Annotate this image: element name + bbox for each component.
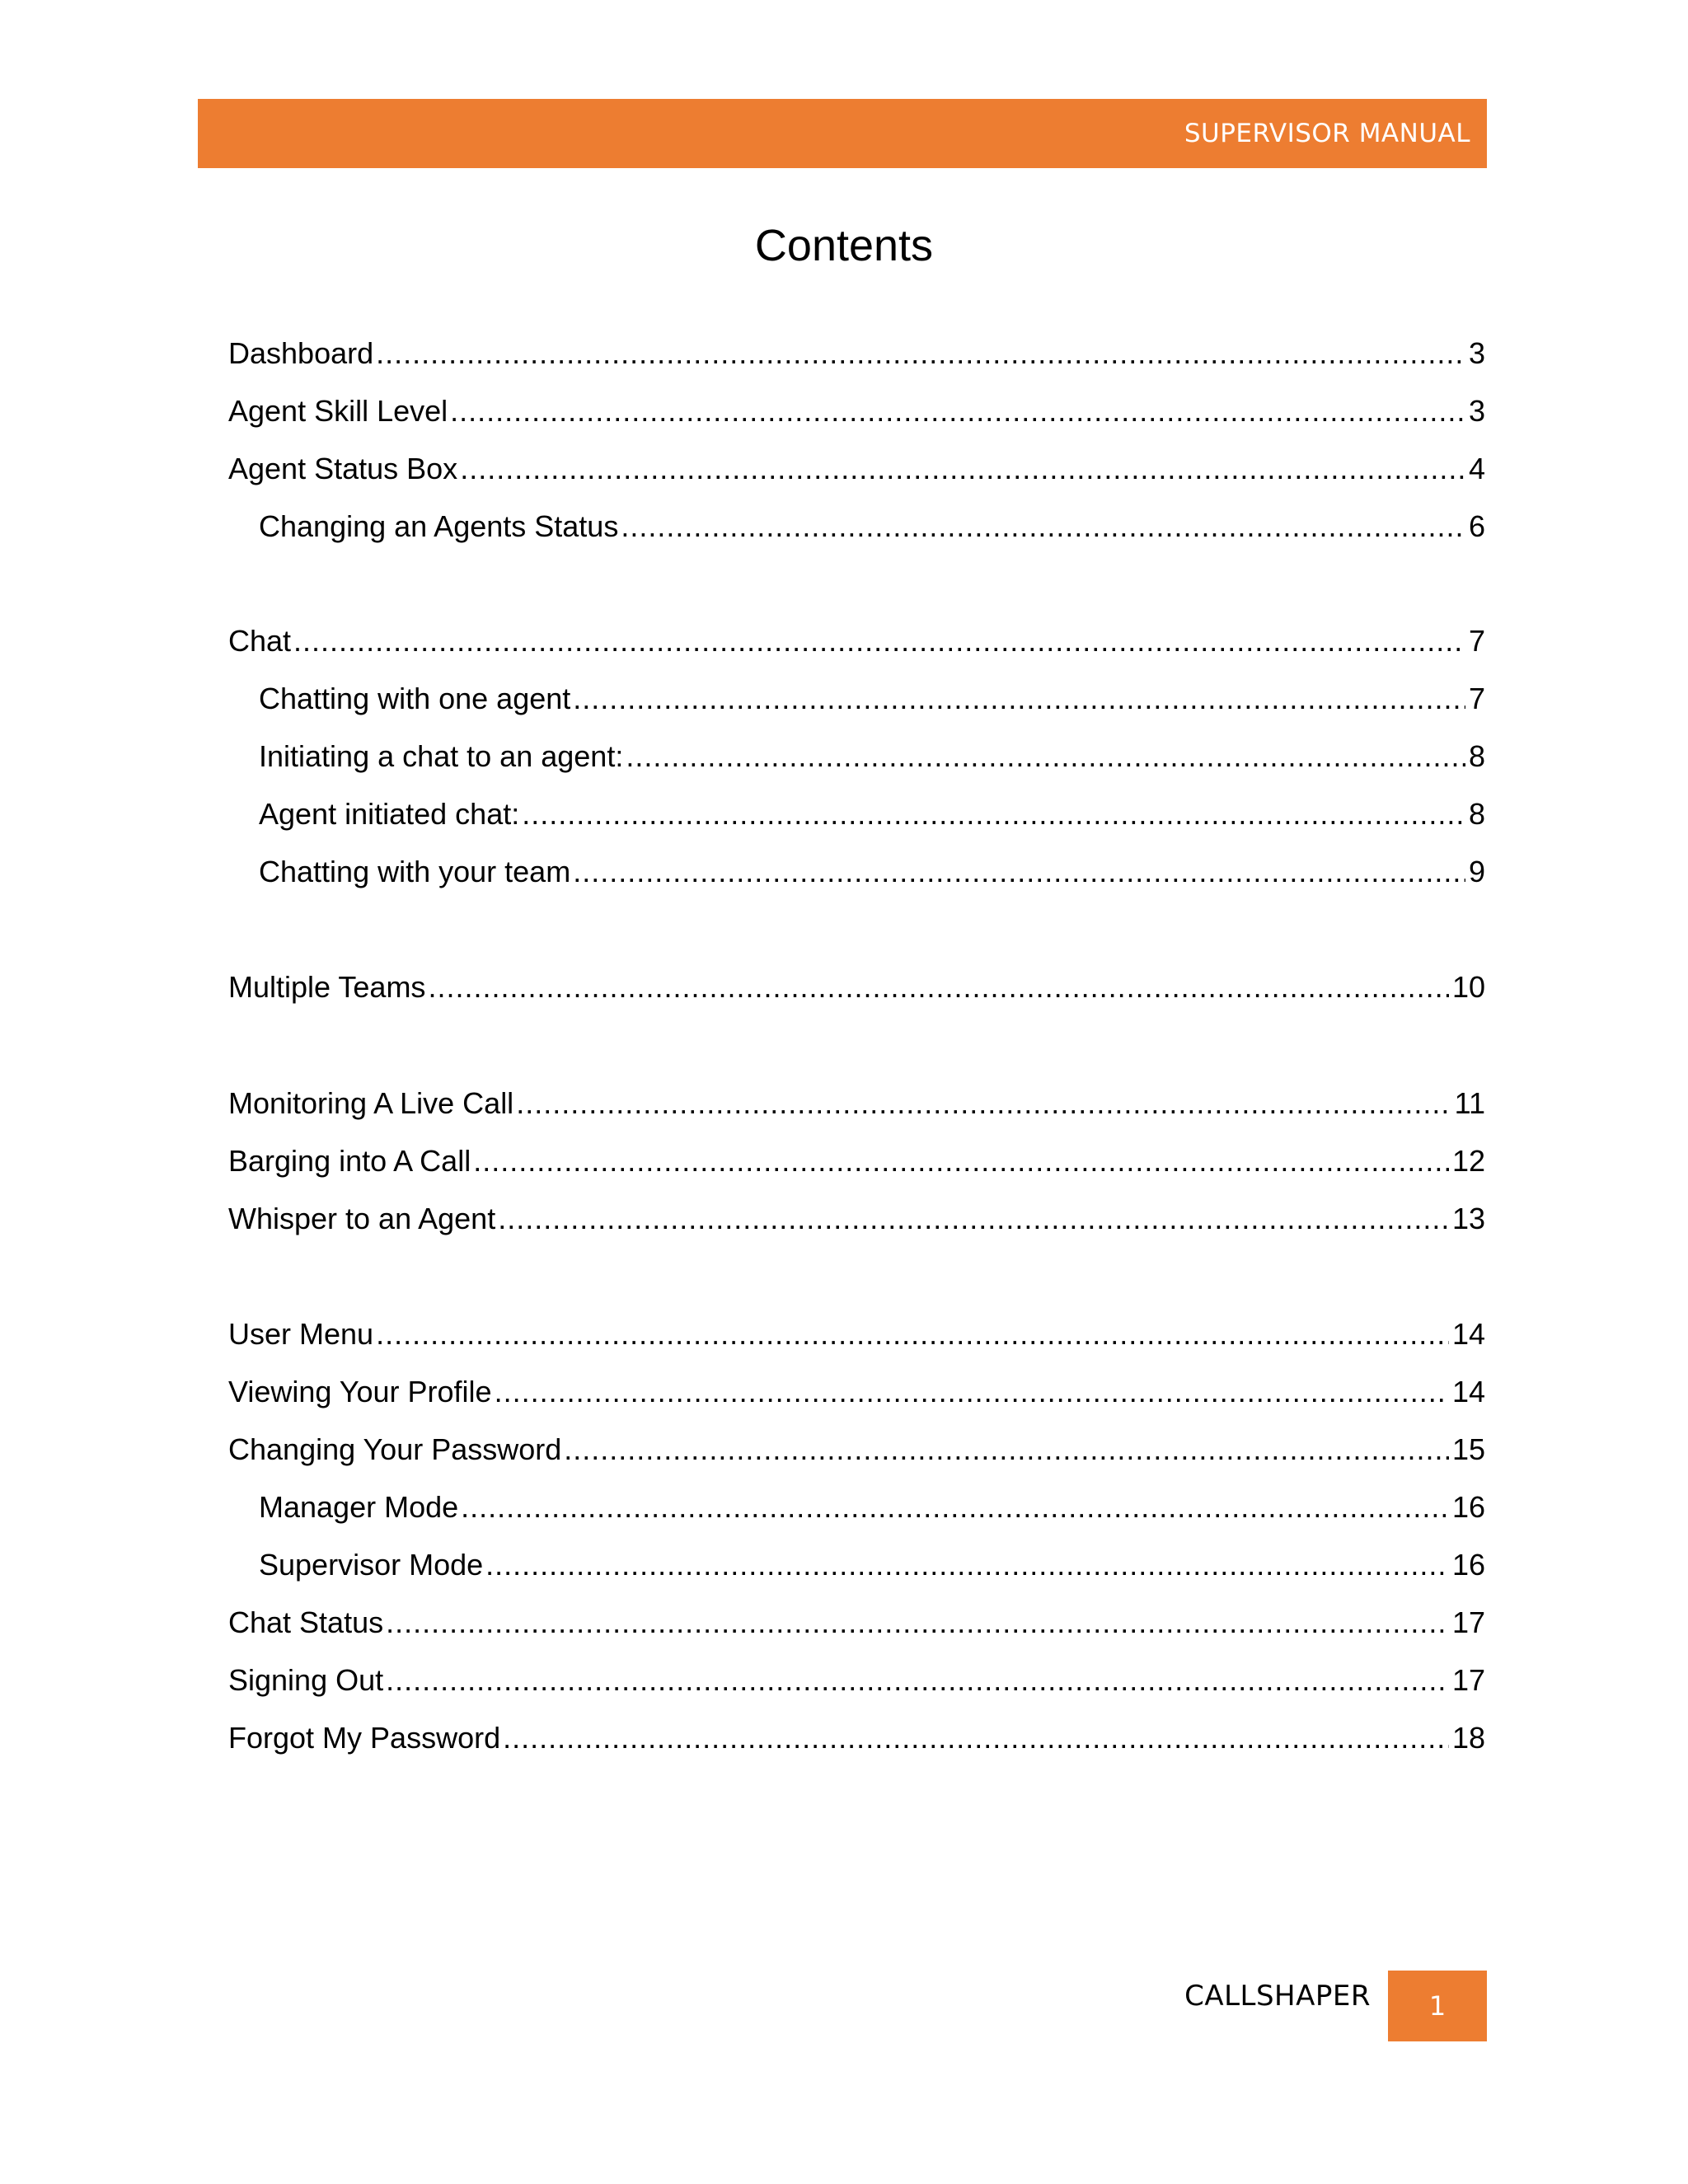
toc-entry-page: 6 <box>1468 509 1485 543</box>
toc-entry-page: 15 <box>1451 1432 1485 1466</box>
toc-entry-agent-status-box[interactable] <box>228 449 1485 489</box>
toc-leader-dots <box>516 1084 1451 1123</box>
toc-entry-barging-call[interactable] <box>228 1141 1485 1181</box>
toc-entry-page: 4 <box>1468 452 1485 485</box>
toc-entry-page: 7 <box>1468 682 1485 715</box>
toc-entry-agent-skill-level[interactable] <box>228 391 1485 431</box>
toc-entry-label: User Menu <box>228 1317 374 1351</box>
toc-entry-label: Chatting with one agent <box>259 682 571 715</box>
page-number: 1 <box>1428 1990 1447 2022</box>
toc-leader-dots <box>461 1488 1449 1527</box>
toc-entry-label: Dashboard <box>228 336 374 370</box>
toc-leader-dots <box>573 679 1465 719</box>
toc-entry-page: 3 <box>1468 336 1485 370</box>
footer-page-box <box>1388 1971 1487 2041</box>
toc-entry-page: 12 <box>1451 1144 1485 1178</box>
toc-entry-chatting-team[interactable] <box>259 852 1485 892</box>
toc-entry-page: 8 <box>1468 797 1485 831</box>
toc-leader-dots <box>573 852 1465 892</box>
toc-entry-chat-status[interactable] <box>228 1603 1485 1643</box>
toc-leader-dots <box>376 334 1465 373</box>
toc-entry-page: 16 <box>1451 1548 1485 1582</box>
toc-leader-dots <box>503 1718 1449 1758</box>
toc-leader-dots <box>626 737 1465 776</box>
toc-leader-dots <box>386 1603 1449 1643</box>
toc-entry-label: Changing Your Password <box>228 1432 562 1466</box>
toc-leader-dots <box>522 794 1465 834</box>
toc-entry-page: 13 <box>1451 1202 1485 1235</box>
toc-entry-label: Supervisor Mode <box>259 1548 484 1582</box>
toc-entry-page: 17 <box>1451 1663 1485 1697</box>
toc-entry-user-menu[interactable] <box>228 1315 1485 1354</box>
toc-entry-page: 9 <box>1468 855 1485 888</box>
toc-leader-dots <box>450 391 1465 431</box>
toc-entry-page: 8 <box>1468 739 1485 773</box>
toc-entry-dashboard[interactable] <box>228 334 1485 373</box>
toc-entry-label: Signing Out <box>228 1663 384 1697</box>
toc-leader-dots <box>498 1199 1449 1239</box>
toc-entry-label: Monitoring A Live Call <box>228 1086 514 1120</box>
toc-leader-dots <box>495 1372 1449 1412</box>
toc-leader-dots <box>428 968 1449 1007</box>
toc-entry-label: Manager Mode <box>259 1490 459 1524</box>
toc-leader-dots <box>621 507 1465 546</box>
toc-entry-initiating-chat[interactable] <box>259 737 1485 776</box>
toc-leader-dots <box>564 1430 1449 1469</box>
toc-leader-dots <box>376 1315 1449 1354</box>
toc-entry-whisper-agent[interactable] <box>228 1199 1485 1239</box>
toc-entry-page: 14 <box>1451 1375 1485 1408</box>
toc-leader-dots <box>485 1545 1449 1585</box>
toc-entry-label: Forgot My Password <box>228 1721 501 1755</box>
toc-entry-label: Viewing Your Profile <box>228 1375 492 1408</box>
toc-entry-viewing-profile[interactable] <box>228 1372 1485 1412</box>
toc-entry-label: Initiating a chat to an agent: <box>259 739 624 773</box>
toc-entry-agent-initiated-chat[interactable] <box>259 794 1485 834</box>
toc-entry-chatting-one-agent[interactable] <box>259 679 1485 719</box>
toc-entry-page: 3 <box>1468 394 1485 428</box>
toc-entry-label: Whisper to an Agent <box>228 1202 496 1235</box>
toc-entry-label: Chat Status <box>228 1605 384 1639</box>
toc-entry-page: 7 <box>1468 624 1485 658</box>
toc-leader-dots <box>460 449 1465 489</box>
toc-entry-forgot-password[interactable] <box>228 1718 1485 1758</box>
toc-entry-page: 18 <box>1451 1721 1485 1755</box>
toc-entry-changing-agents-status[interactable] <box>259 507 1485 546</box>
toc-leader-dots <box>473 1141 1449 1181</box>
toc-entry-label: Multiple Teams <box>228 970 426 1004</box>
toc-entry-page: 10 <box>1451 970 1485 1004</box>
toc-entry-page: 17 <box>1451 1605 1485 1639</box>
toc-leader-dots <box>386 1661 1449 1700</box>
toc-entry-signing-out[interactable] <box>228 1661 1485 1700</box>
toc-entry-label: Changing an Agents Status <box>259 509 619 543</box>
toc-entry-supervisor-mode[interactable] <box>259 1545 1485 1585</box>
toc-entry-manager-mode[interactable] <box>259 1488 1485 1527</box>
toc-entry-chat[interactable] <box>228 621 1485 661</box>
toc-entry-label: Chat <box>228 624 292 658</box>
header-bar <box>198 99 1487 168</box>
header-title: SUPERVISOR MANUAL <box>1184 119 1470 148</box>
toc-entry-page: 16 <box>1451 1490 1485 1524</box>
toc-leader-dots <box>293 621 1465 661</box>
toc-entry-label: Chatting with your team <box>259 855 571 888</box>
footer-brand: CALLSHAPER <box>1184 1980 1371 2013</box>
toc-entry-label: Agent Status Box <box>228 452 458 485</box>
toc-entry-label: Agent initiated chat: <box>259 797 520 831</box>
page-title: Contents <box>754 221 934 270</box>
toc-entry-page: 11 <box>1454 1086 1485 1120</box>
toc-entry-label: Barging into A Call <box>228 1144 471 1178</box>
toc-entry-page: 14 <box>1451 1317 1485 1351</box>
toc-entry-multiple-teams[interactable] <box>228 968 1485 1007</box>
toc-entry-changing-password[interactable] <box>228 1430 1485 1469</box>
toc-entry-monitoring-live-call[interactable] <box>228 1084 1485 1123</box>
toc-entry-label: Agent Skill Level <box>228 394 448 428</box>
